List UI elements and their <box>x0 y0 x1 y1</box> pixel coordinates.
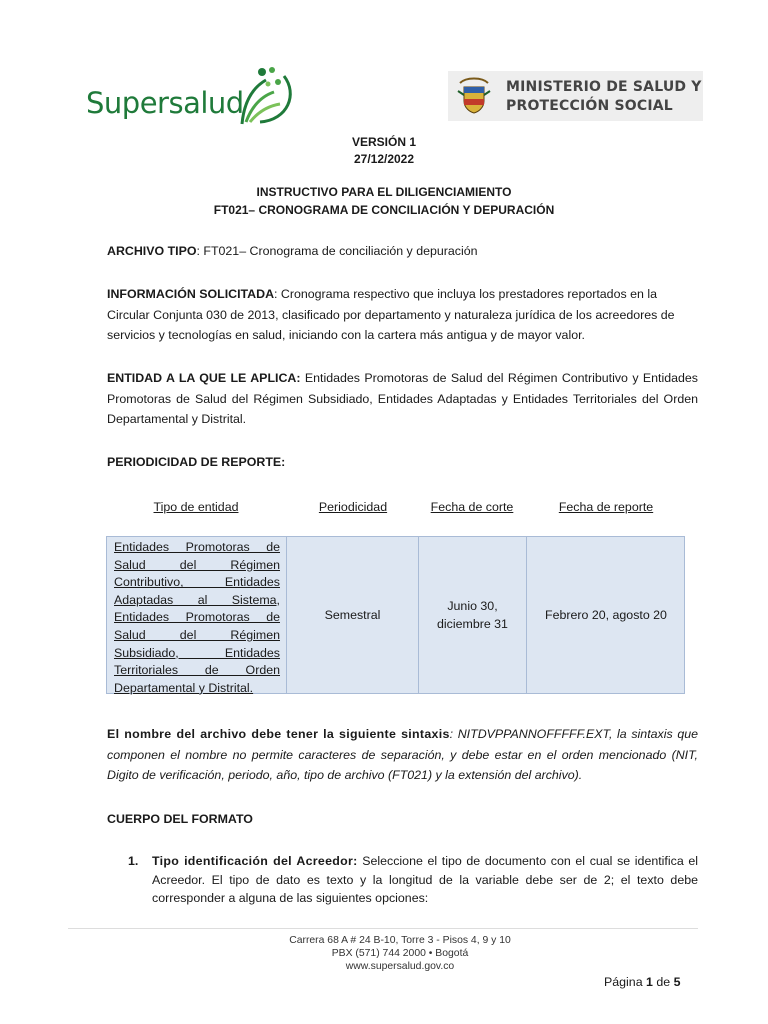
list-item-text: Seleccione el tipo de documento con el cual se identifica el Acreedor. El tipo de dato es texto y la longitud de la variable debe ser de 2; el texto debe corresponder a alguna de las siguientes opciones: <box>152 854 698 905</box>
footer-address <box>0 935 768 973</box>
page-current: 1 <box>646 975 653 989</box>
footer-web-link[interactable]: www.supersalud.gov.co <box>345 960 455 972</box>
periodicidad-heading: PERIODICIDAD DE REPORTE: <box>107 455 286 469</box>
page-total: 5 <box>673 975 681 989</box>
informacion-text: : Cronograma respectivo que incluya los prestadores reportados en la Circular Conjunta 030 de 2013, clasificado por departamento y naturaleza jurídica de los acreedores de servicios y tecnologías en salud, iniciando con la cartera más antigua y de mayor valor. <box>107 287 675 342</box>
doc-title-line-2: FT021– CRONOGRAMA DE CONCILIACIÓN Y DEPURACIÓN <box>213 203 555 217</box>
footer-phone-line: PBX (571) 744 2000 • Bogotá <box>331 947 469 959</box>
ministry-line-1: MINISTERIO DE SALUD Y <box>506 79 702 95</box>
archivo-tipo-label: ARCHIVO TIPO <box>107 244 197 258</box>
table-cell-fecha-corte-line-1: Junio 30, <box>447 599 498 613</box>
footer-divider <box>68 928 698 929</box>
table-header-fecha-reporte: Fecha de reporte <box>558 500 654 514</box>
table-row <box>106 536 685 694</box>
entidad-text: Entidades Promotoras de Salud del Régimen Contributivo y Entidades Promotoras de Salud del Régimen Subsidiado, Entidades Adaptadas y Entidades Territoriales del Orden Departamental y Distrital. <box>107 371 698 426</box>
sintaxis-label: El nombre del archivo debe tener la siguiente sintaxis <box>107 727 450 741</box>
footer-address-line: Carrera 68 A # 24 B-10, Torre 3 - Pisos 4, 9 y 10 <box>289 935 511 946</box>
table-cell-fecha-corte <box>419 537 527 693</box>
supersalud-mark-icon <box>232 62 298 128</box>
table-cell-tipo-text: Entidades Promotoras de Salud del Régimen Contributivo, Entidades Adaptadas al Sistema, Entidades Promotoras de Salud del Régimen Subsidiado, Entidades Territoriales de Orden Departamental y Distrital. <box>114 540 280 695</box>
list-item-number: 1. <box>128 854 139 868</box>
list-item-label: Tipo identificación del Acreedor: <box>152 854 358 868</box>
doc-version: VERSIÓN 1 <box>351 135 417 149</box>
coat-of-arms-icon <box>456 77 492 115</box>
table-cell-periodicidad <box>287 537 419 693</box>
entidad-paragraph <box>107 368 698 430</box>
doc-title-line-1: INSTRUCTIVO PARA EL DILIGENCIAMIENTO <box>256 185 512 199</box>
supersalud-logo-text: Supersalud <box>86 86 244 120</box>
ministry-logo <box>448 71 703 121</box>
ministry-line-2: PROTECCIÓN SOCIAL <box>506 98 673 114</box>
table-cell-tipo <box>107 537 287 693</box>
list-item <box>128 852 698 908</box>
informacion-label: INFORMACIÓN SOLICITADA <box>107 287 275 301</box>
table-cell-fecha-corte-line-2: diciembre 31 <box>437 617 508 631</box>
table-header-periodicidad: Periodicidad <box>318 500 388 514</box>
informacion-paragraph <box>107 284 698 346</box>
entidad-label: ENTIDAD A LA QUE LE APLICA: <box>107 371 301 385</box>
cuerpo-heading: CUERPO DEL FORMATO <box>107 812 253 826</box>
table-cell-fecha-reporte <box>527 537 685 693</box>
supersalud-logo <box>84 58 299 130</box>
archivo-tipo-paragraph <box>107 241 698 262</box>
sintaxis-text: : NITDVPPANNOFFFFF.EXT, la sintaxis que componen el nombre no permite caracteres de separación, y debe estar en el orden mencionado (NIT, Digito de verificación, periodo, año, tipo de archivo (FT021) y la extensión del archivo). <box>107 727 698 782</box>
table-header-tipo: Tipo de entidad <box>153 500 239 514</box>
table-cell-periodicidad-text: Semestral <box>324 608 381 622</box>
table-header-fecha-corte: Fecha de corte <box>430 500 514 514</box>
sintaxis-paragraph <box>107 724 698 786</box>
archivo-tipo-text: : FT021– Cronograma de conciliación y depuración <box>196 244 478 258</box>
page-number: Página 1 de 5 <box>604 975 681 989</box>
doc-date: 27/12/2022 <box>353 152 415 166</box>
table-cell-fecha-reporte-text: Febrero 20, agosto 20 <box>545 608 667 622</box>
